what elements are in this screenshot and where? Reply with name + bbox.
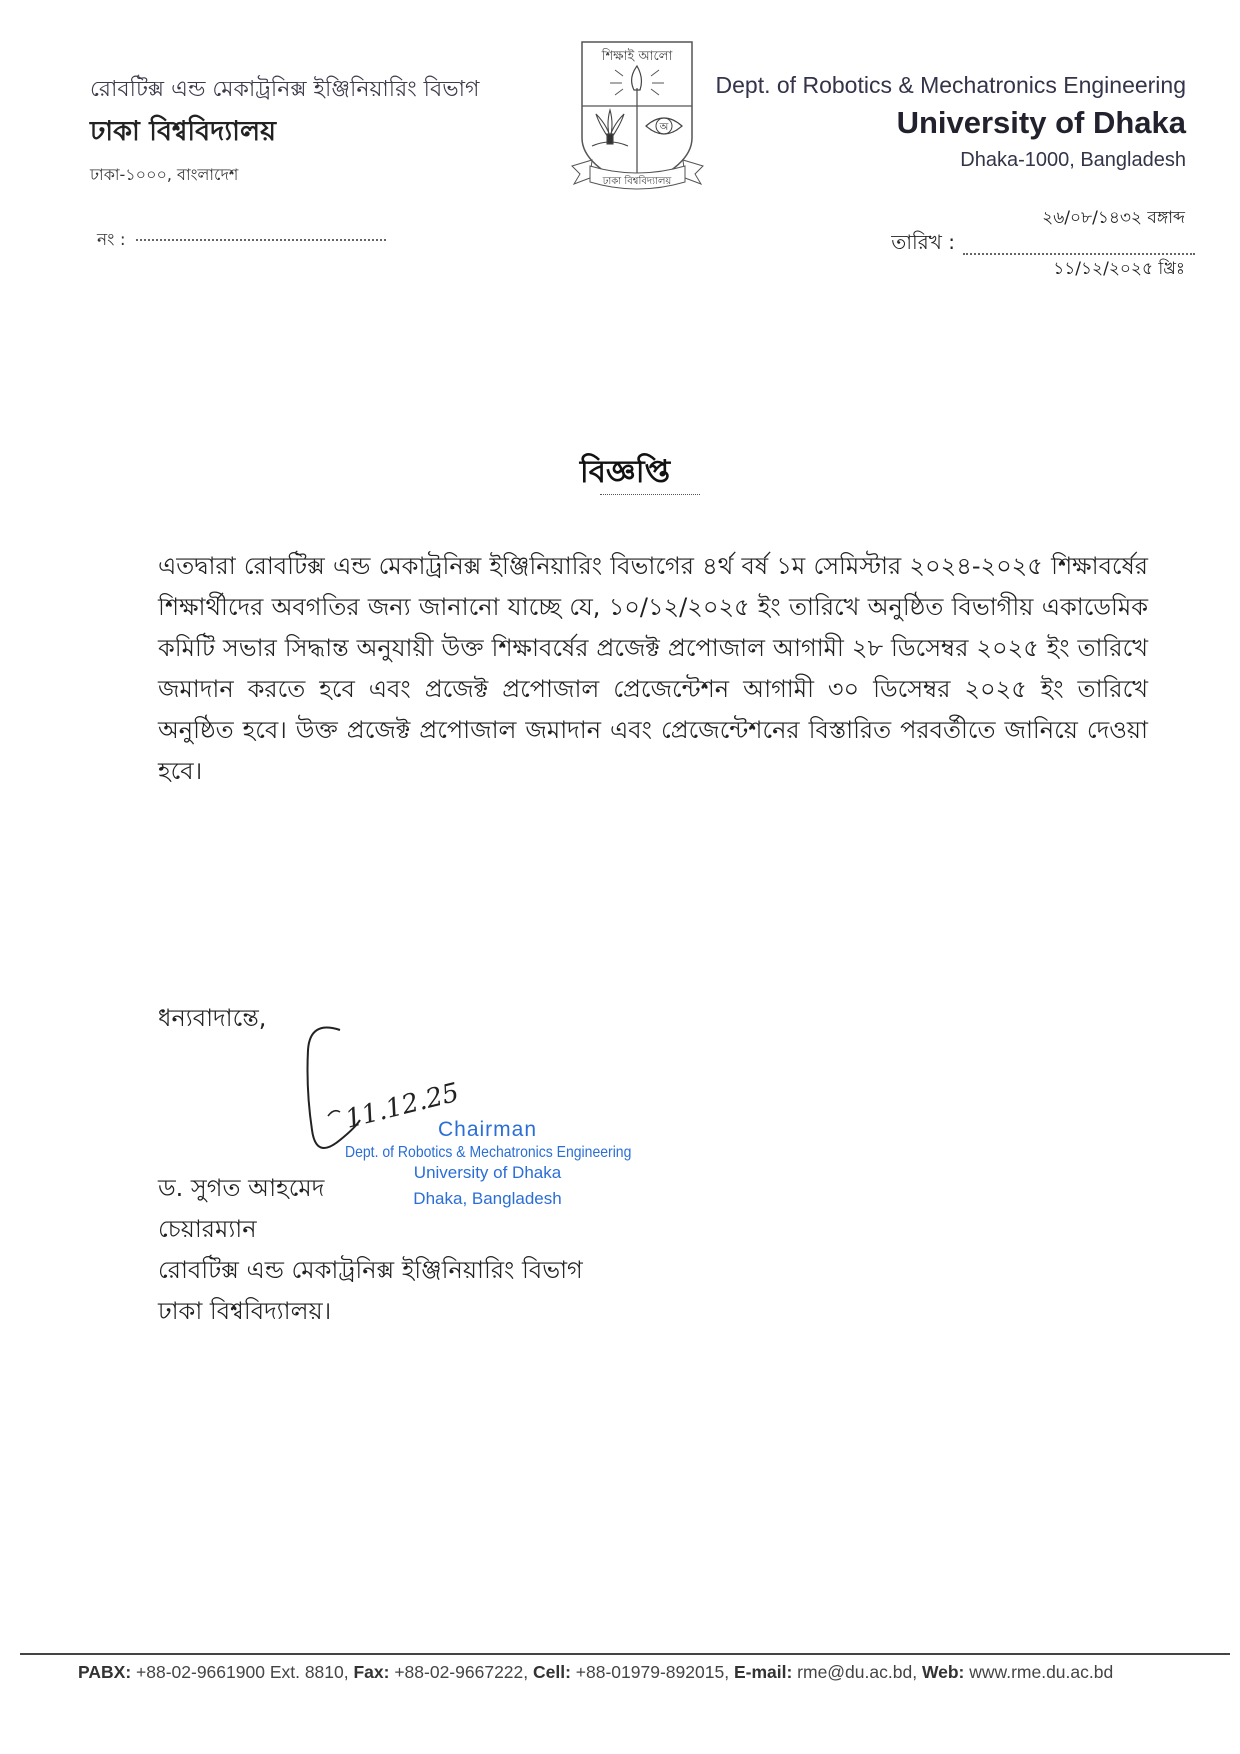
svg-text:অ: অ [659, 122, 669, 133]
email-label: E-mail: [733, 1662, 793, 1682]
notice-body: এতদ্বারা রোবটিক্স এন্ড মেকাট্রনিক্স ইঞ্জিনিয়ারিং বিভাগের ৪র্থ বর্ষ ১ম সেমিস্টার ২০২৪-২০২৫ শিক্ষাবর্ষের শিক্ষার্থীদের অবগতির জন্য জানানো যাচ্ছে যে, ১০/১২/২০২৫ ইং তারিখে অনুষ্ঠিত বিভাগীয় একাডেমিক কমিটি সভার সিদ্ধান্ত অনুযায়ী উক্ত শিক্ষাবর্ষের প্রজেক্ট প্রপোজাল আগামী ২৮ ডিসেম্বর ২০২৫ ইং তারিখে জমাদান করতে হবে এবং প্রজেক্ট প্রপোজাল প্রেজেন্টেশন আগামী ৩০ ডিসেম্বর ২০২৫ ইং তারিখে অনুষ্ঠিত হবে। উক্ত প্রজেক্ট প্রপোজাল জমাদান এবং প্রেজেন্টেশনের বিস্তারিত পরবর্তীতে জানিয়ে দেওয়া হবে। [158, 552, 1148, 785]
signer-name: ড. সুগত আহমেদ [158, 1174, 325, 1202]
reference-blank [136, 239, 386, 241]
signer-university: ঢাকা বিশ্ববিদ্যালয়। [158, 1297, 332, 1325]
reference-number [97, 227, 386, 255]
signer-department: রোবটিক্স এন্ড মেকাট্রনিক্স ইঞ্জিনিয়ারিং বিভাগ [158, 1256, 583, 1284]
stamp-university: University of Dhaka [413, 1163, 562, 1182]
date-label: তারিখ : [891, 230, 955, 254]
date-blank [963, 253, 1195, 255]
logo-ribbon-text: ঢাকা বিশ্ববিদ্যালয় [602, 176, 672, 187]
signature-date: 11.12.25 [342, 1077, 463, 1135]
cell-value: +88-01979-892015, [570, 1662, 734, 1682]
gregorian-date: ১১/১২/২০২৫ খ্রিঃ [1053, 259, 1185, 279]
en-department-name: Dept. of Robotics & Mechatronics Engineering [715, 72, 1186, 98]
letterhead-bangla [90, 72, 550, 189]
bn-address: ঢাকা-১০০০, বাংলাদেশ [90, 165, 239, 184]
footer-contact [78, 1662, 1113, 1683]
footer-divider [20, 1653, 1230, 1655]
notice-title: বিজ্ঞপ্তি [579, 454, 671, 490]
closing-thanks: ধন্যবাদান্তে, [158, 1004, 267, 1032]
bn-university-name: ঢাকা বিশ্ববিদ্যালয় [90, 116, 277, 147]
letterhead-english [626, 72, 1186, 172]
bangla-date: ২৬/০৮/১৪৩২ বঙ্গাব্দ [1042, 208, 1185, 228]
logo-motto: শিক্ষাই আলো [601, 49, 673, 64]
signer-block [158, 1168, 583, 1332]
web-value: www.rme.du.ac.bd [964, 1662, 1114, 1682]
signer-title: চেয়ারম্যান [158, 1215, 257, 1243]
cell-label: Cell: [533, 1662, 571, 1682]
pabx-label: PABX: [78, 1662, 132, 1682]
pabx-value: +88-02-9661900 Ext. 8810, [131, 1662, 354, 1682]
lotus-icon [592, 110, 628, 146]
stamp-location: Dhaka, Bangladesh [413, 1189, 562, 1208]
stamp-title: Chairman [437, 1118, 538, 1141]
bn-department-name: রোবটিক্স এন্ড মেকাট্রনিক্স ইঞ্জিনিয়ারিং বিভাগ [90, 77, 480, 102]
email-value: rme@du.ac.bd, [792, 1662, 922, 1682]
title-underline [600, 494, 700, 495]
reference-label: নং : [97, 230, 126, 250]
en-university-name: University of Dhaka [896, 105, 1186, 140]
fax-label: Fax: [353, 1662, 390, 1682]
stamp-department: Dept. of Robotics & Mechatronics Engineering [345, 1141, 632, 1161]
fax-value: +88-02-9667222, [389, 1662, 533, 1682]
en-address: Dhaka-1000, Bangladesh [960, 149, 1186, 171]
web-label: Web: [921, 1662, 965, 1682]
